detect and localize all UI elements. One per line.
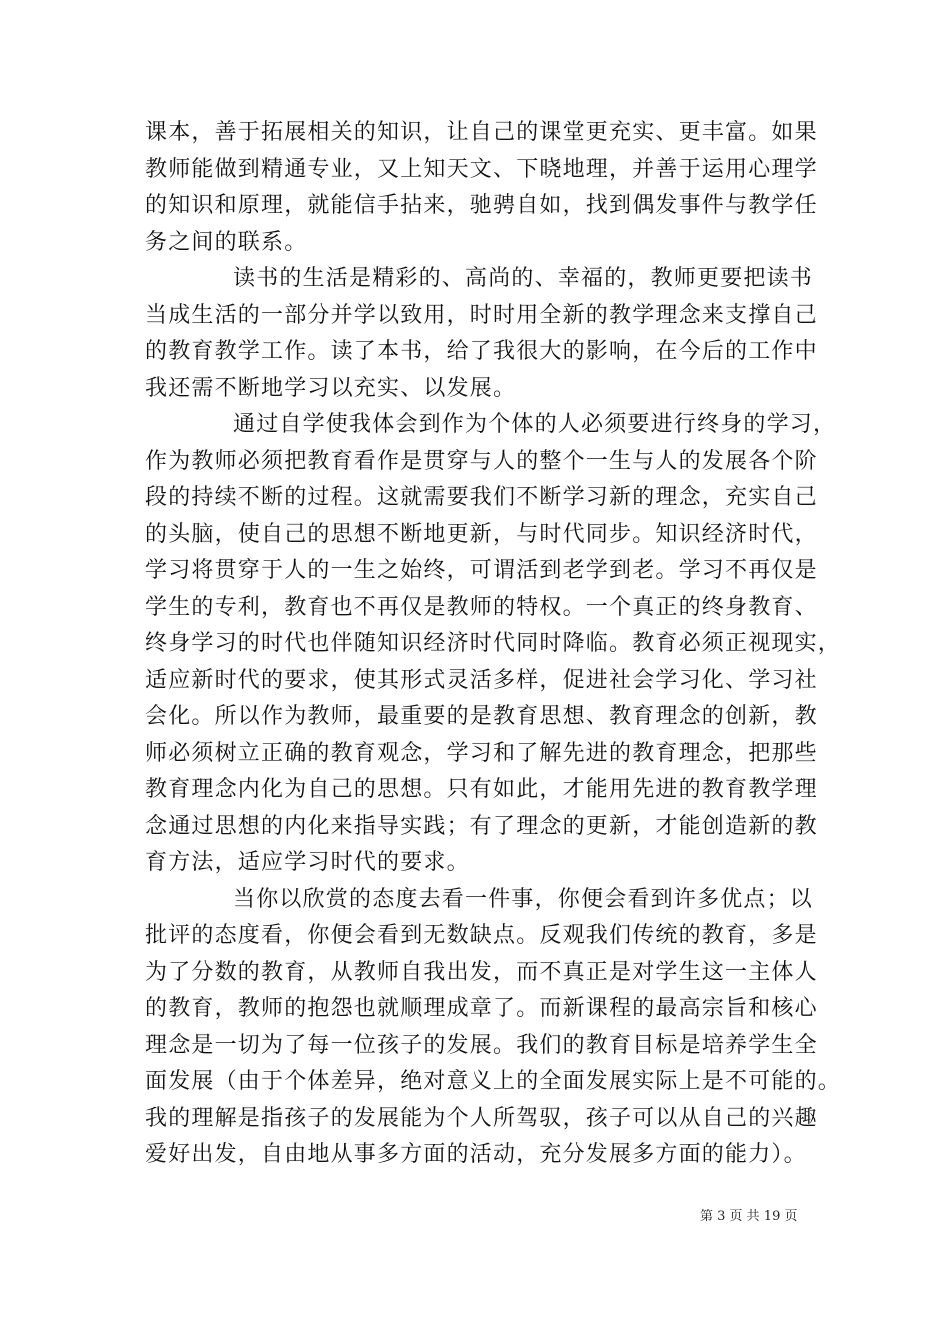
- text-line: 批评的态度看，你便会看到无数缺点。反观我们传统的教育，多是: [145, 923, 818, 948]
- paragraph-3: [145, 407, 842, 882]
- paragraph-1: [145, 115, 818, 261]
- text-line: 当成生活的一部分并学以致用，时时用全新的教学理念来支撑自己: [145, 302, 818, 328]
- text-line: 终身学习的时代也伴随知识经济时代同时降临。教育必须正视现实，: [145, 631, 842, 656]
- text-line: 的教育，教师的抱怨也就顺理成章了。而新课程的最高宗旨和核心: [145, 996, 818, 1021]
- text-line: 会化。所以作为教师，最重要的是教育思想、教育理念的创新，教: [145, 704, 818, 729]
- text-line: 爱好出发，自由地从事多方面的活动，充分发展多方面的能力）。: [145, 1142, 807, 1167]
- text-line: 面发展（由于个体差异，绝对意义上的全面发展实际上是不可能的。: [145, 1069, 842, 1094]
- text-line: 念通过思想的内化来指导实践；有了理念的更新，才能创造新的教: [145, 813, 818, 839]
- document-body: [145, 115, 842, 1174]
- text-line: 的教育教学工作。读了本书，给了我很大的影响，在今后的工作中: [145, 339, 818, 364]
- text-line: 段的持续不断的过程。这就需要我们不断学习新的理念，充实自己: [145, 485, 818, 510]
- text-line: 为了分数的教育，从教师自我出发，而不真正是对学生这一主体人: [145, 959, 818, 985]
- paragraph-4: [145, 882, 842, 1174]
- text-line: 作为教师必须把教育看作是贯穿与人的整个一生与人的发展各个阶: [145, 448, 818, 474]
- text-line: 适应新时代的要求，使其形式灵活多样，促进社会学习化、学习社: [145, 667, 818, 693]
- text-line: 课本，善于拓展相关的知识，让自己的课堂更充实、更丰富。如果: [145, 120, 818, 145]
- text-line: 读书的生活是精彩的、高尚的、幸福的，教师更要把读书: [233, 266, 814, 291]
- text-line: 理念是一切为了每一位孩子的发展。我们的教育目标是培养学生全: [145, 1032, 818, 1058]
- text-line: 教师能做到精通专业，又上知天文、下晓地理，并善于运用心理学: [145, 156, 818, 182]
- text-line: 我的理解是指孩子的发展能为个人所驾驭，孩子可以从自己的兴趣: [145, 1105, 818, 1131]
- text-line: 通过自学使我体会到作为个体的人必须要进行终身的学习，: [233, 412, 837, 437]
- text-line: 师必须树立正确的教育观念，学习和了解先进的教育理念，把那些: [145, 740, 818, 766]
- text-line: 的头脑，使自己的思想不断地更新，与时代同步。知识经济时代，: [145, 521, 818, 547]
- paragraph-2: [145, 261, 818, 407]
- text-line: 当你以欣赏的态度去看一件事，你便会看到许多优点；以: [233, 886, 814, 912]
- text-line: 务之间的联系。: [145, 229, 308, 255]
- text-line: 教育理念内化为自己的思想。只有如此，才能用先进的教育教学理: [145, 777, 818, 802]
- page-number-footer: 第 3 页 共 19 页: [700, 1209, 798, 1224]
- text-line: 学习将贯穿于人的一生之始终，可谓活到老学到老。学习不再仅是: [145, 558, 818, 583]
- text-line: 我还需不断地学习以充实、以发展。: [145, 375, 517, 401]
- text-line: 的知识和原理，就能信手拈来，驰骋自如，找到偶发事件与教学任: [145, 193, 818, 218]
- text-line: 育方法，适应学习时代的要求。: [145, 850, 470, 875]
- text-line: 学生的专利，教育也不再仅是教师的特权。一个真正的终身教育、: [145, 594, 818, 620]
